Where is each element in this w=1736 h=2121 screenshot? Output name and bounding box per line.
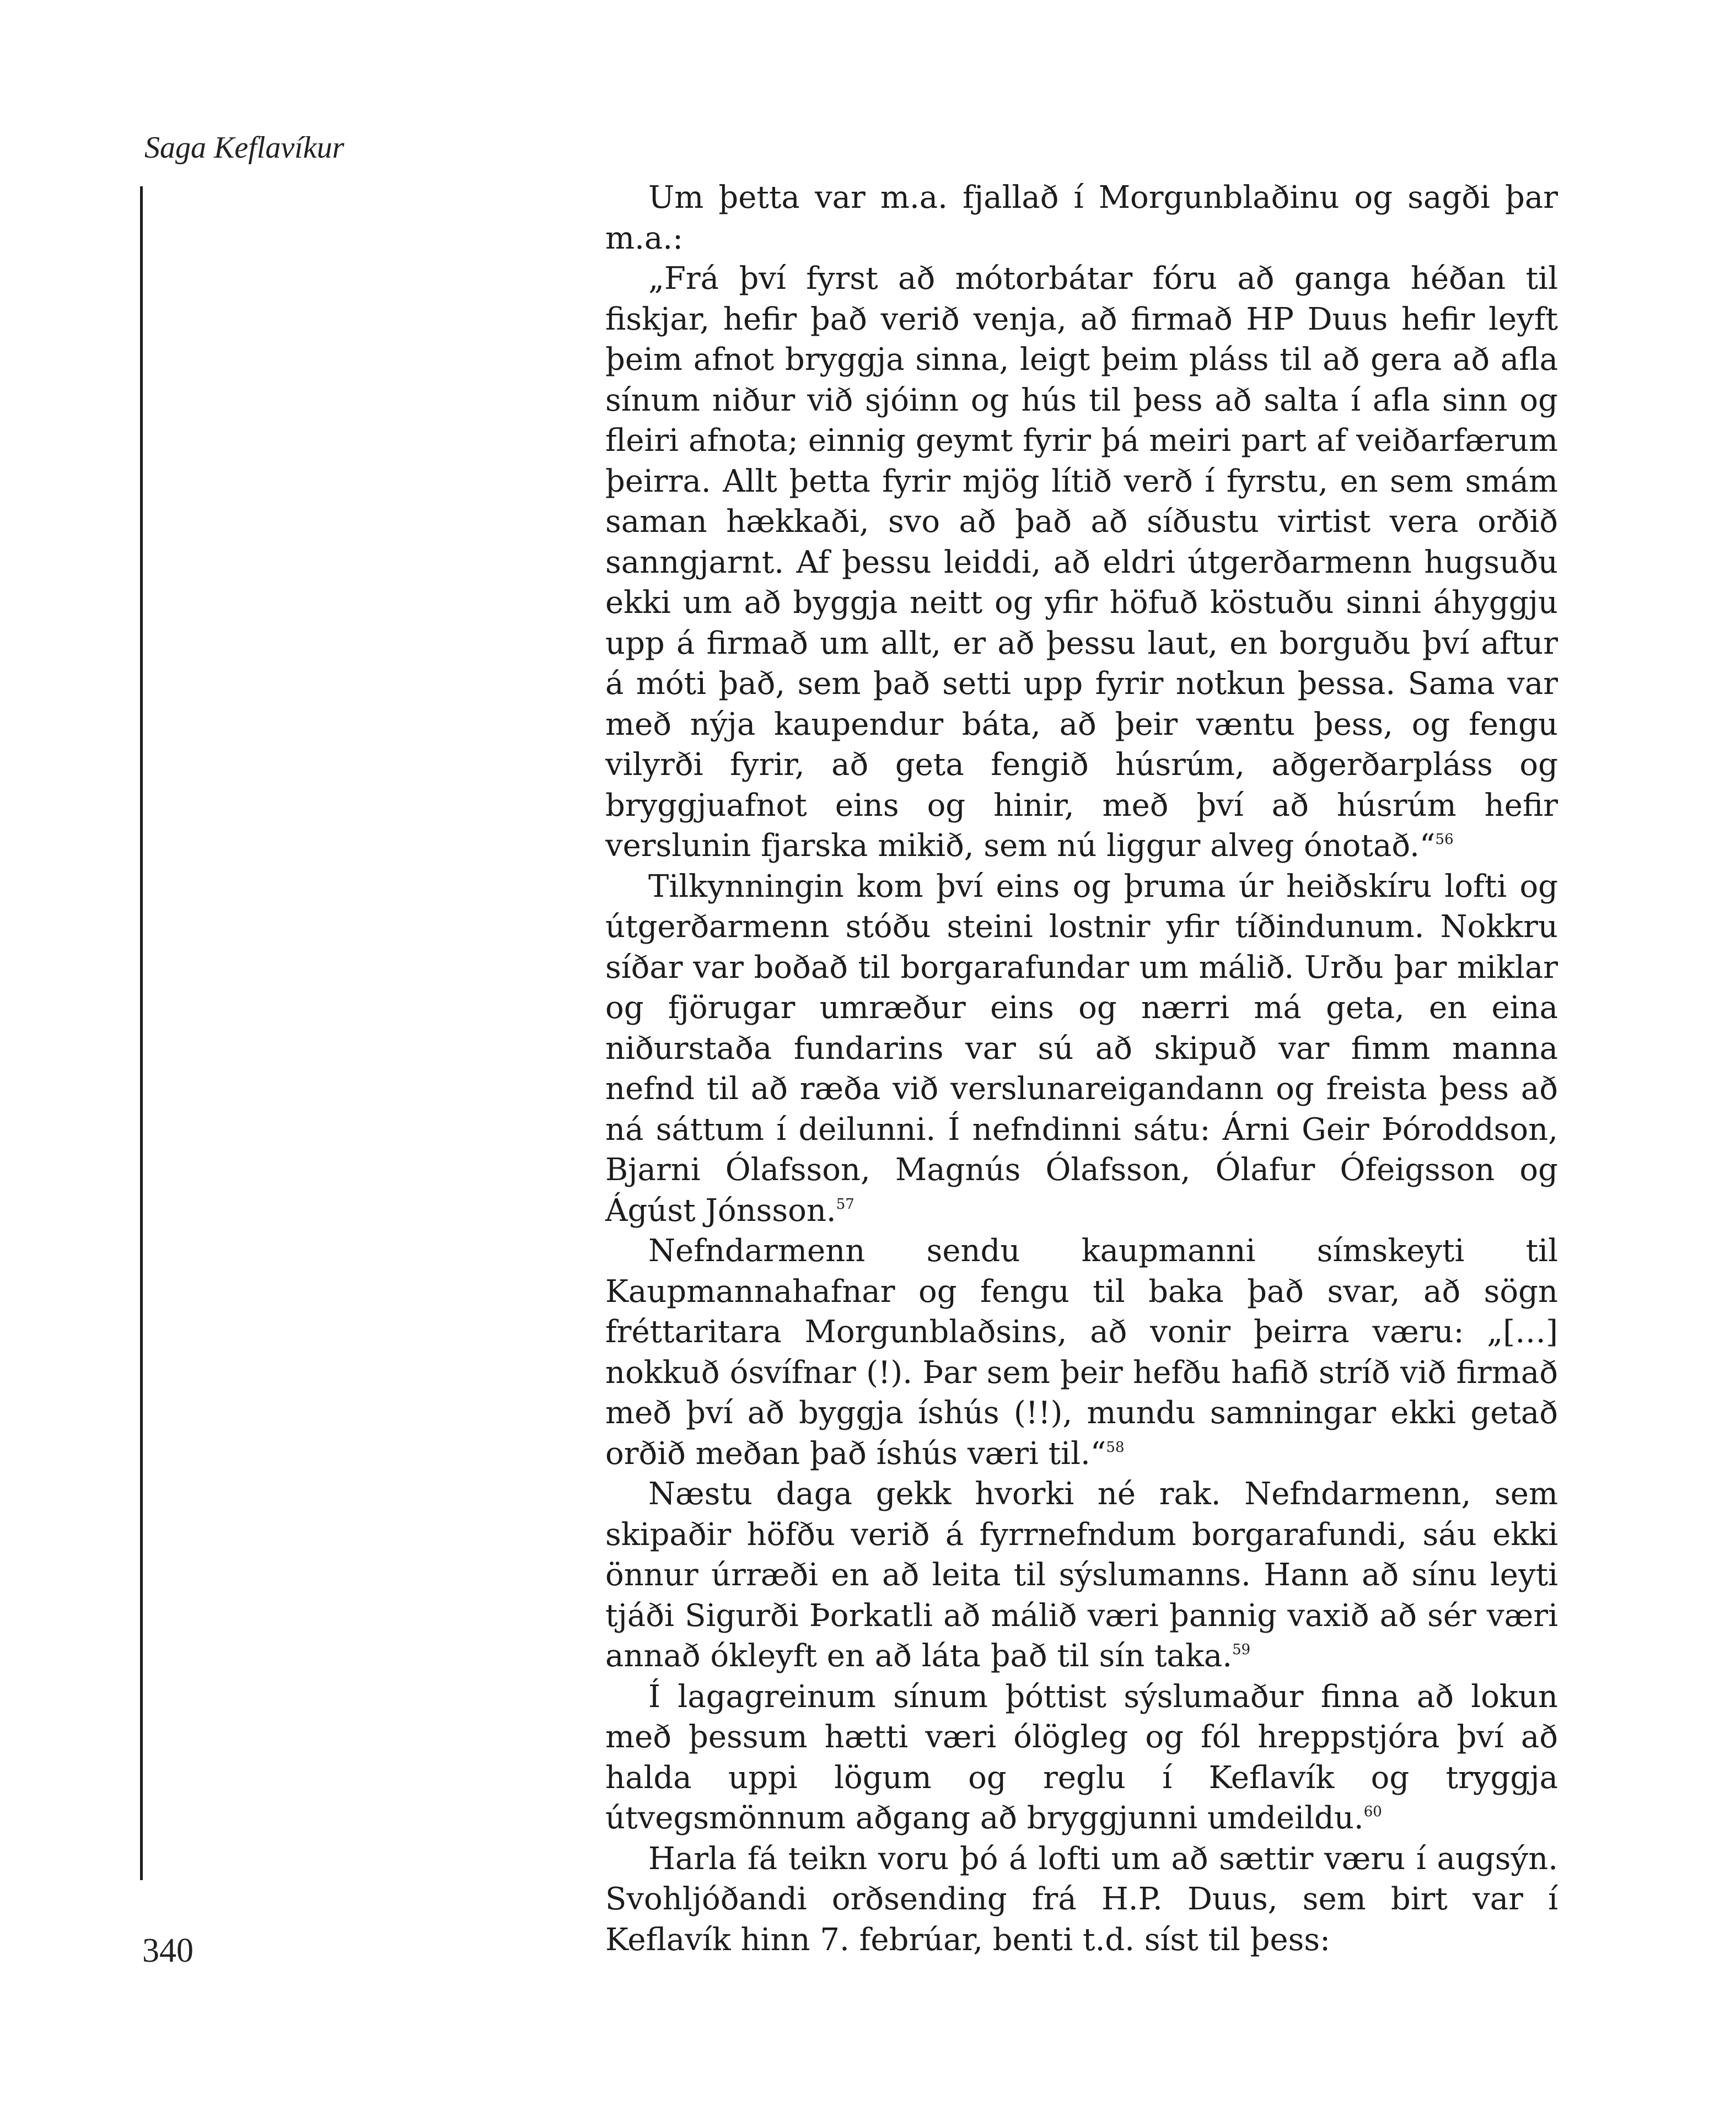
paragraph-text: Harla fá teikn voru þó á lofti um að sættir væru í augsýn. Svohljóðandi orðsending frá H.P. Duus, sem birt var í Keflavík hinn 7. febrúar, benti t.d. síst til þess: — [605, 1840, 1558, 1958]
footnote-marker: 56 — [1435, 831, 1454, 848]
paragraph — [605, 177, 1558, 259]
paragraph-text: „Frá því fyrst að mótorbátar fóru að ganga héðan til fiskjar, hefir það verið venja, að firmað HP Duus hefir leyft þeim afnot bryggja sinna, leigt þeim pláss til að gera að afla sínum niður við sjóinn og hús til þess að salta í afla sinn og fleiri afnota; einnig geymt fyrir þá meiri part af veiðarfærum þeirra. Allt þetta fyrir mjög lítið verð í fyrstu, en sem smám saman hækkaði, svo að það að síðustu virtist vera orðið sanngjarnt. Af þessu leiddi, að eldri útgerðarmenn hugsuðu ekki um að byggja neitt og yfir höfuð köstuðu sinni áhyggju upp á firmað um allt, er að þessu laut, en borguðu því aftur á móti það, sem það setti upp fyrir notkun þessa. Sama var með nýja kaupendur báta, að þeir væntu þess, og fengu vilyrði fyrir, að geta fengið húsrúm, aðgerðarpláss og bryggjuafnot eins og hinir, með því að húsrúm hefir verslunin fjarska mikið, sem nú liggur alveg ónotað.“ — [605, 261, 1558, 864]
footnote-marker: 57 — [836, 1196, 854, 1213]
footnote-marker: 60 — [1363, 1804, 1382, 1820]
paragraph-text: Næstu daga gekk hvorki né rak. Nefndarmenn, sem skipaðir höfðu verið á fyrrnefndum borgarafundi, sáu ekki önnur úrræði en að leita til sýslumanns. Hann að sínu leyti tjáði Sigurði Þorkatli að málið væri þannig vaxið að sér væri annað ókleyft en að láta það til sín taka. — [605, 1476, 1558, 1674]
paragraph — [605, 1839, 1558, 1961]
quoted-paragraph — [605, 259, 1558, 866]
footnote-marker: 59 — [1232, 1641, 1251, 1658]
paragraph-text: Í lagagreinum sínum þóttist sýslumaður finna að lokun með þessum hætti væri ólögleg og fól hreppstjóra því að halda uppi lögum og reglu í Keflavík og tryggja útvegsmönnum aðgang að bryggjunni umdeildu. — [605, 1678, 1558, 1836]
running-head: Saga Keflavíkur — [144, 131, 345, 165]
paragraph-text: Tilkynningin kom því eins og þruma úr heiðskíru lofti og útgerðarmenn stóðu steini lostnir yfir tíðindunum. Nokkru síðar var boðað til borgarafundar um málið. Urðu þar miklar og fjörugar umræður eins og nærri má geta, en eina niðurstaða fundarins var sú að skipuð var fimm manna nefnd til að ræða við verslunareigandann og freista þess að ná sáttum í deilunni. Í nefndinni sátu: Árni Geir Þóroddson, Bjarni Ólafsson, Magnús Ólafsson, Ólafur Ófeigsson og Ágúst Jónsson. — [605, 868, 1558, 1229]
paragraph — [605, 1677, 1558, 1839]
page-number: 340 — [142, 1932, 194, 1969]
margin-rule — [140, 186, 143, 1880]
paragraph — [605, 1231, 1558, 1474]
body-text — [605, 177, 1558, 1960]
paragraph-text: Um þetta var m.a. fjallað í Morgunblaðinu og sagði þar m.a.: — [605, 180, 1558, 256]
paragraph-text: Nefndarmenn sendu kaupmanni símskeyti til Kaupmannahafnar og fengu til baka það svar, að sögn fréttaritara Morgunblaðsins, að vonir þeirra væru: „[…] nokkuð ósvífnar (!). Þar sem þeir hefðu hafið stríð við firmað með því að byggja íshús (!!), mundu samningar ekki getað orðið meðan það íshús væri til.“ — [605, 1233, 1558, 1472]
paragraph — [605, 1474, 1558, 1677]
footnote-marker: 58 — [1106, 1439, 1125, 1456]
paragraph — [605, 866, 1558, 1231]
